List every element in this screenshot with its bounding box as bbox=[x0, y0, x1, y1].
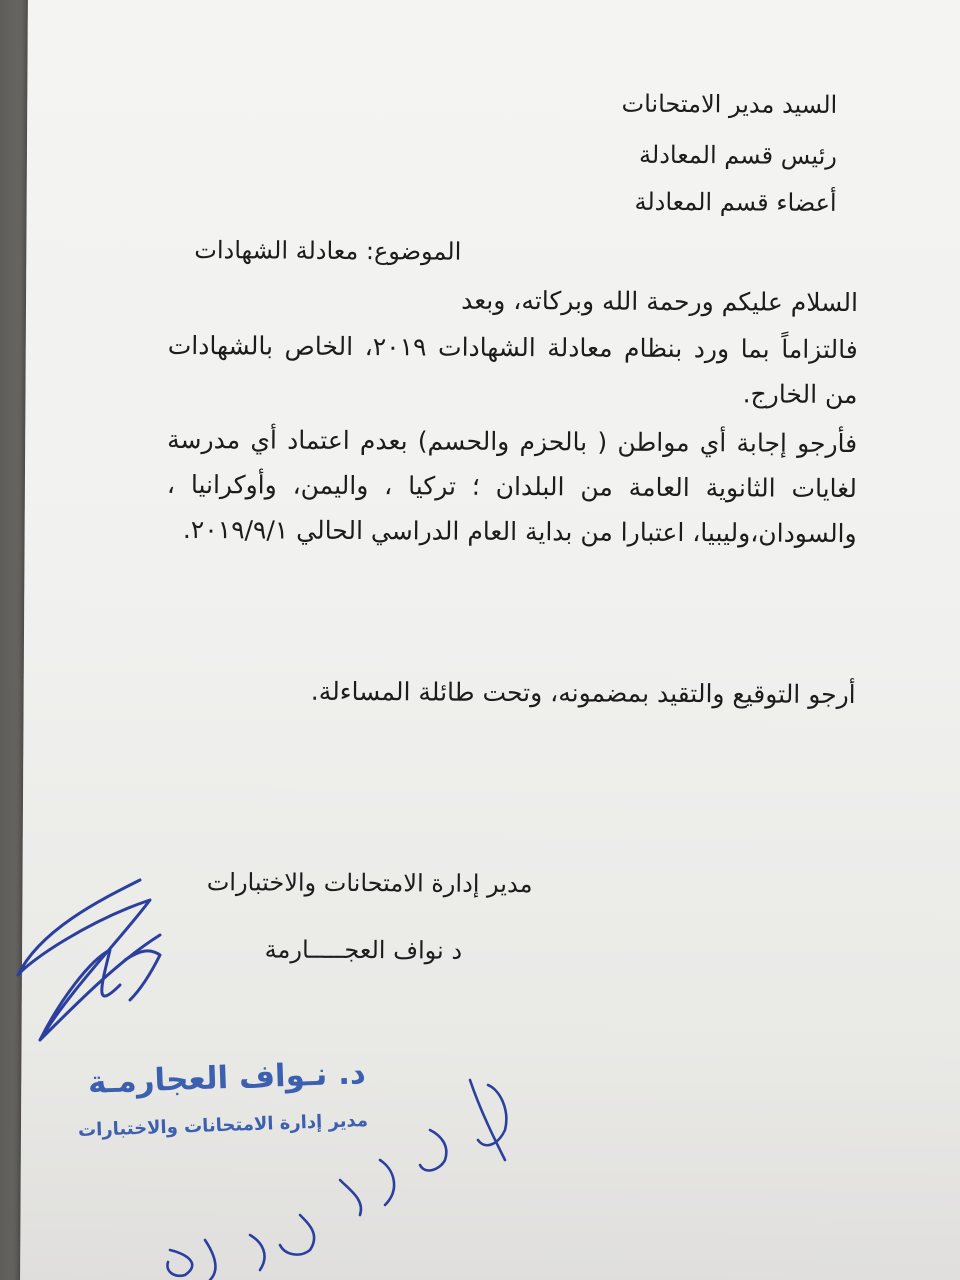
paragraph-instruction: فأرجو إجابة أي مواطن ( بالحزم والحسم) بعدم اعتماد أي مدرسة لغايات الثانوية العامة من البلدان ؛ تركيا ، واليمن، وأوكرانيا ، والسودان،وليبيا، اعتبارا من بداية العام الدراسي الحالي ٢٠١٩/٩/١. bbox=[166, 424, 858, 549]
signer-title: مدير إدارة الامتحانات والاختبارات bbox=[206, 868, 533, 899]
recipient-line: رئيس قسم المعادلة bbox=[639, 140, 838, 170]
paragraph-regulation: فالتزاماً بما ورد بنظام معادلة الشهادات ٢٠١٩، الخاص بالشهادات من الخارج. bbox=[167, 330, 858, 410]
recipient-line: السيد مدير الامتحانات bbox=[621, 89, 838, 119]
recipient-line: أعضاء قسم المعادلة bbox=[634, 187, 837, 217]
signer-name: د نواف العجـــــارمة bbox=[264, 935, 463, 965]
letter-closing: أرجو التوقيع والتقيد بمضمونه، وتحت طائلة المساءلة. bbox=[310, 676, 856, 710]
letter-greeting: السلام عليكم ورحمة الله وبركاته، وبعد bbox=[461, 285, 859, 318]
letter-subject: الموضوع: معادلة الشهادات bbox=[194, 236, 462, 266]
stamp-title: مدير إدارة الامتحانات والاختبارات bbox=[77, 1109, 369, 1142]
stamp-name: د. نـواف العجارمـة bbox=[87, 1055, 367, 1101]
